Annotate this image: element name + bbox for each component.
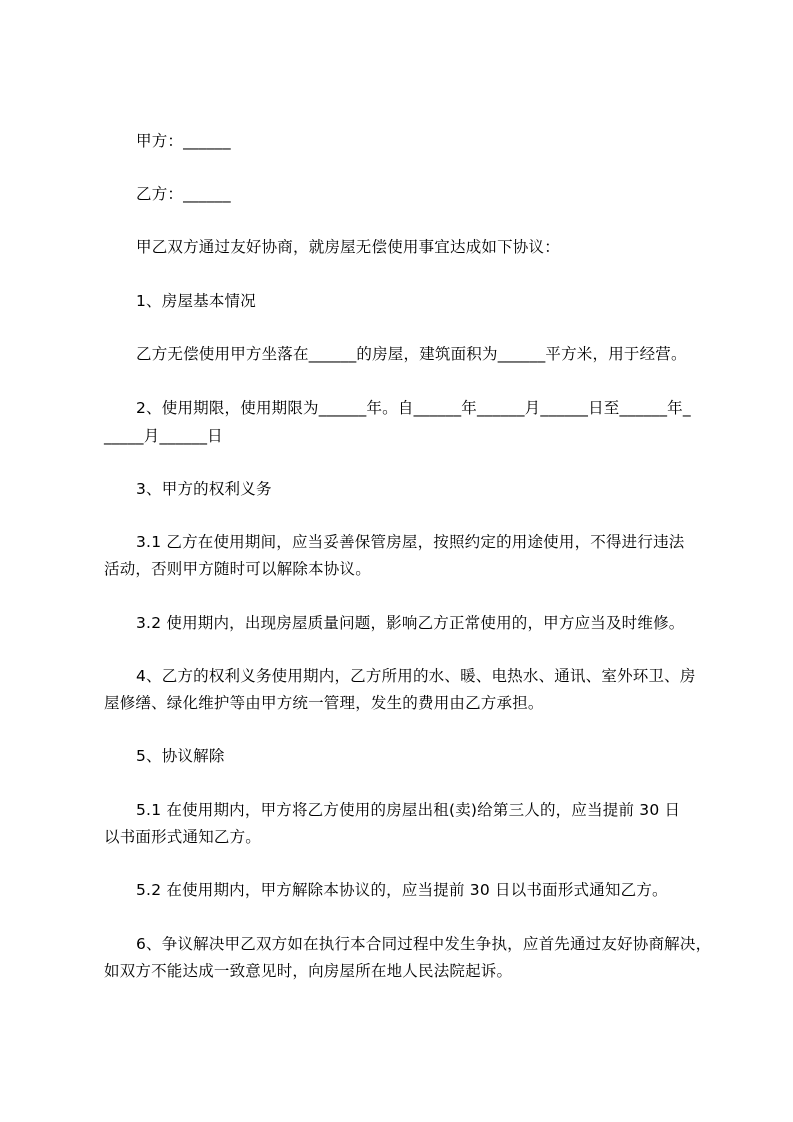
section-3-2-text: 3.2 使用期内，出现房屋质量问题，影响乙方正常使用的，甲方应当及时维修。 xyxy=(136,614,685,632)
section-5-1-line-1: 5.1 在使用期内，甲方将乙方使用的房屋出租(卖)给第三人的，应当提前 30 日 xyxy=(136,801,681,819)
section-5-2-text: 5.2 在使用期内，甲方解除本协议的，应当提前 30 日以书面形式通知乙方。 xyxy=(136,881,668,899)
section-2-line-1: 2、使用期限，使用期限为______年。自______年______月______日至______年_ xyxy=(136,399,691,417)
section-1-heading: 1、房屋基本情况 xyxy=(136,292,256,310)
party-a-line: 甲方：______ xyxy=(136,132,231,150)
section-6-line-2: 如双方不能达成一致意见时，向房屋所在地人民法院起诉。 xyxy=(104,962,513,980)
section-3-heading: 3、甲方的权利义务 xyxy=(136,480,272,498)
section-4-line-1: 4、乙方的权利义务使用期内，乙方所用的水、暖、电热水、通讯、室外环卫、房 xyxy=(136,667,696,685)
section-5-1-line-2: 以书面形式通知乙方。 xyxy=(104,828,262,846)
section-3-1-line-2: 活动，否则甲方随时可以解除本协议。 xyxy=(104,560,371,578)
section-5-heading: 5、协议解除 xyxy=(136,747,225,765)
section-3-1-line-1: 3.1 乙方在使用期间，应当妥善保管房屋，按照约定的用途使用，不得进行违法 xyxy=(136,533,685,551)
intro-paragraph: 甲乙双方通过友好协商，就房屋无偿使用事宜达成如下协议： xyxy=(136,238,560,256)
party-b-line: 乙方：______ xyxy=(136,185,231,203)
section-4-line-2: 屋修缮、绿化维护等由甲方统一管理，发生的费用由乙方承担。 xyxy=(104,694,544,712)
section-1-text: 乙方无偿使用甲方坐落在______的房屋，建筑面积为______平方米，用于经营。 xyxy=(136,345,687,363)
section-2-line-2: _____月______日 xyxy=(104,427,223,445)
section-6-line-1: 6、争议解决甲乙双方如在执行本合同过程中发生争执，应首先通过友好协商解决， xyxy=(136,935,712,953)
